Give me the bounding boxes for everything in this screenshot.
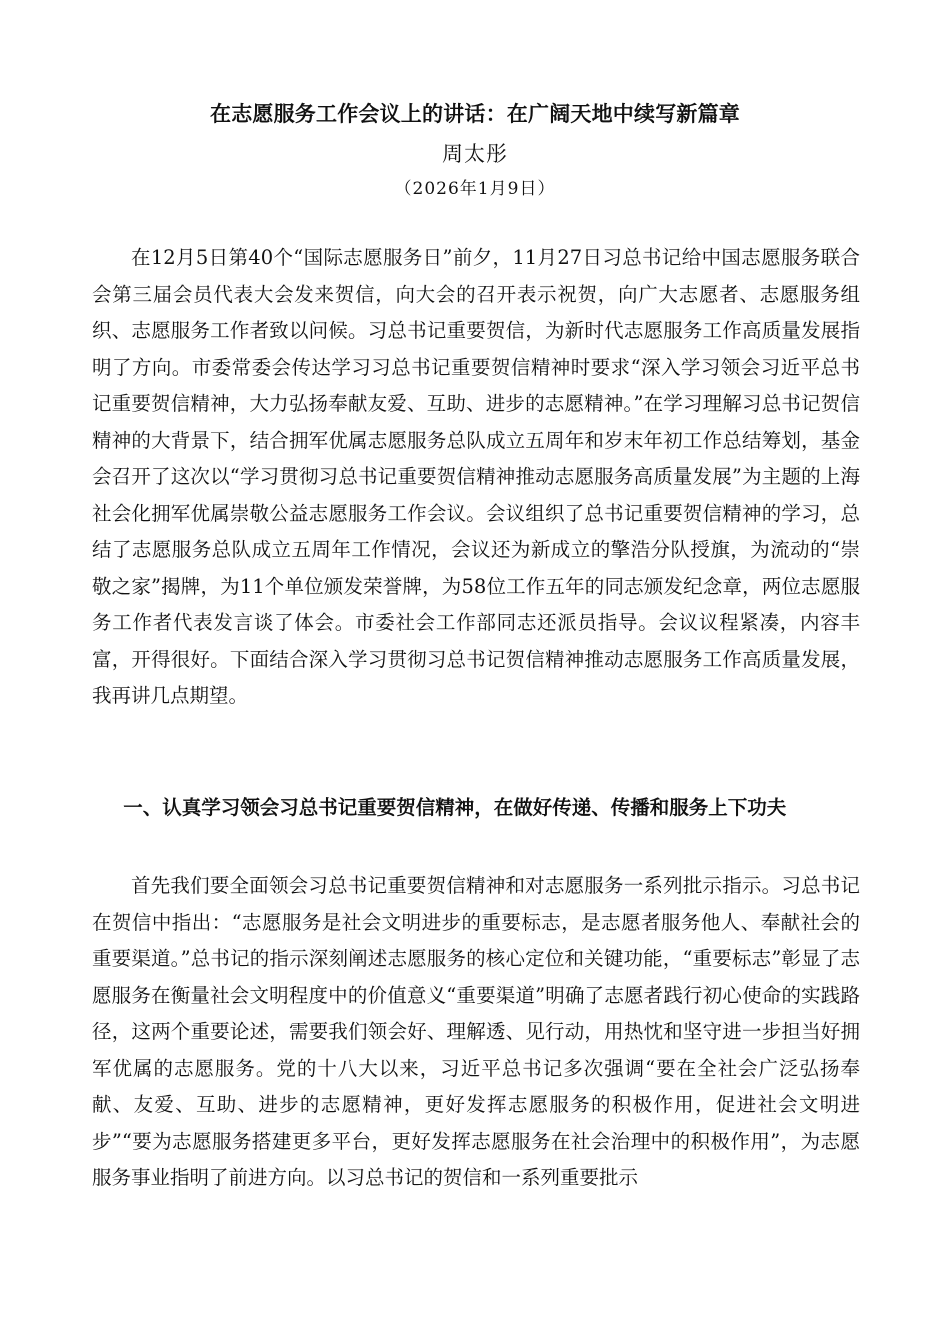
document-title: 在志愿服务工作会议上的讲话：在广阔天地中续写新篇章 [210, 101, 740, 126]
section-heading: 一、认真学习领会习总书记重要贺信精神，在做好传递、传播和服务上下功夫 [123, 796, 787, 819]
document-author: 周太彤 [442, 142, 508, 166]
body-paragraph: 在12月5日第40个“国际志愿服务日”前夕，11月27日习总书记给中国志愿服务联合会第三届会员代表大会发来贺信，向大会的召开表示祝贺，向广大志愿者、志愿服务组织、志愿服务工作者致以问候。习总书记重要贺信，为新时代志愿服务工作高质量发展指明了方向。市委常委会传达学习习总书记重要贺信精神时要求“深入学习领会习近平总书记重要贺信精神，大力弘扬奉献友爱、互助、进步的志愿精神。”在学习理解习总书记贺信精神的大背景下，结合拥军优属志愿服务总队成立五周年和岁末年初工作总结筹划，基金会召开了这次以“学习贯彻习总书记重要贺信精神推动志愿服务高质量发展”为主题的上海社会化拥军优属崇敬公益志愿服务工作会议。会议组织了总书记重要贺信精神的学习，总结了志愿服务总队成立五周年工作情况，会议还为新成立的擎浩分队授旗，为流动的“崇敬之家”揭牌，为11个单位颁发荣誉牌，为58位工作五年的同志颁发纪念章，两位志愿服务工作者代表发言谈了体会。市委社会工作部同志还派员指导。会议议程紧凑，内容丰富，开得很好。下面结合深入学习贯彻习总书记贺信精神推动志愿服务工作高质量发展，我再讲几点期望。 [92, 246, 860, 707]
document-date: （2026年1月9日） [394, 179, 556, 199]
body-paragraph: 首先我们要全面领会习总书记重要贺信精神和对志愿服务一系列批示指示。习总书记在贺信中指出：“志愿服务是社会文明进步的重要标志，是志愿者服务他人、奉献社会的重要渠道。”总书记的指示深刻阐述志愿服务的核心定位和关键功能，“重要标志”彰显了志愿服务在衡量社会文明程度中的价值意义“重要渠道”明确了志愿者践行初心使命的实践路径，这两个重要论述，需要我们领会好、理解透、见行动，用热忱和坚守进一步担当好拥军优属的志愿服务。党的十八大以来，习近平总书记多次强调“要在全社会广泛弘扬奉献、友爱、互助、进步的志愿精神，更好发挥志愿服务的积极作用，促进社会文明进步”“要为志愿服务搭建更多平台，更好发挥志愿服务在社会治理中的积极作用”，为志愿服务事业指明了前进方向。以习总书记的贺信和一系列重要批示 [92, 874, 860, 1189]
